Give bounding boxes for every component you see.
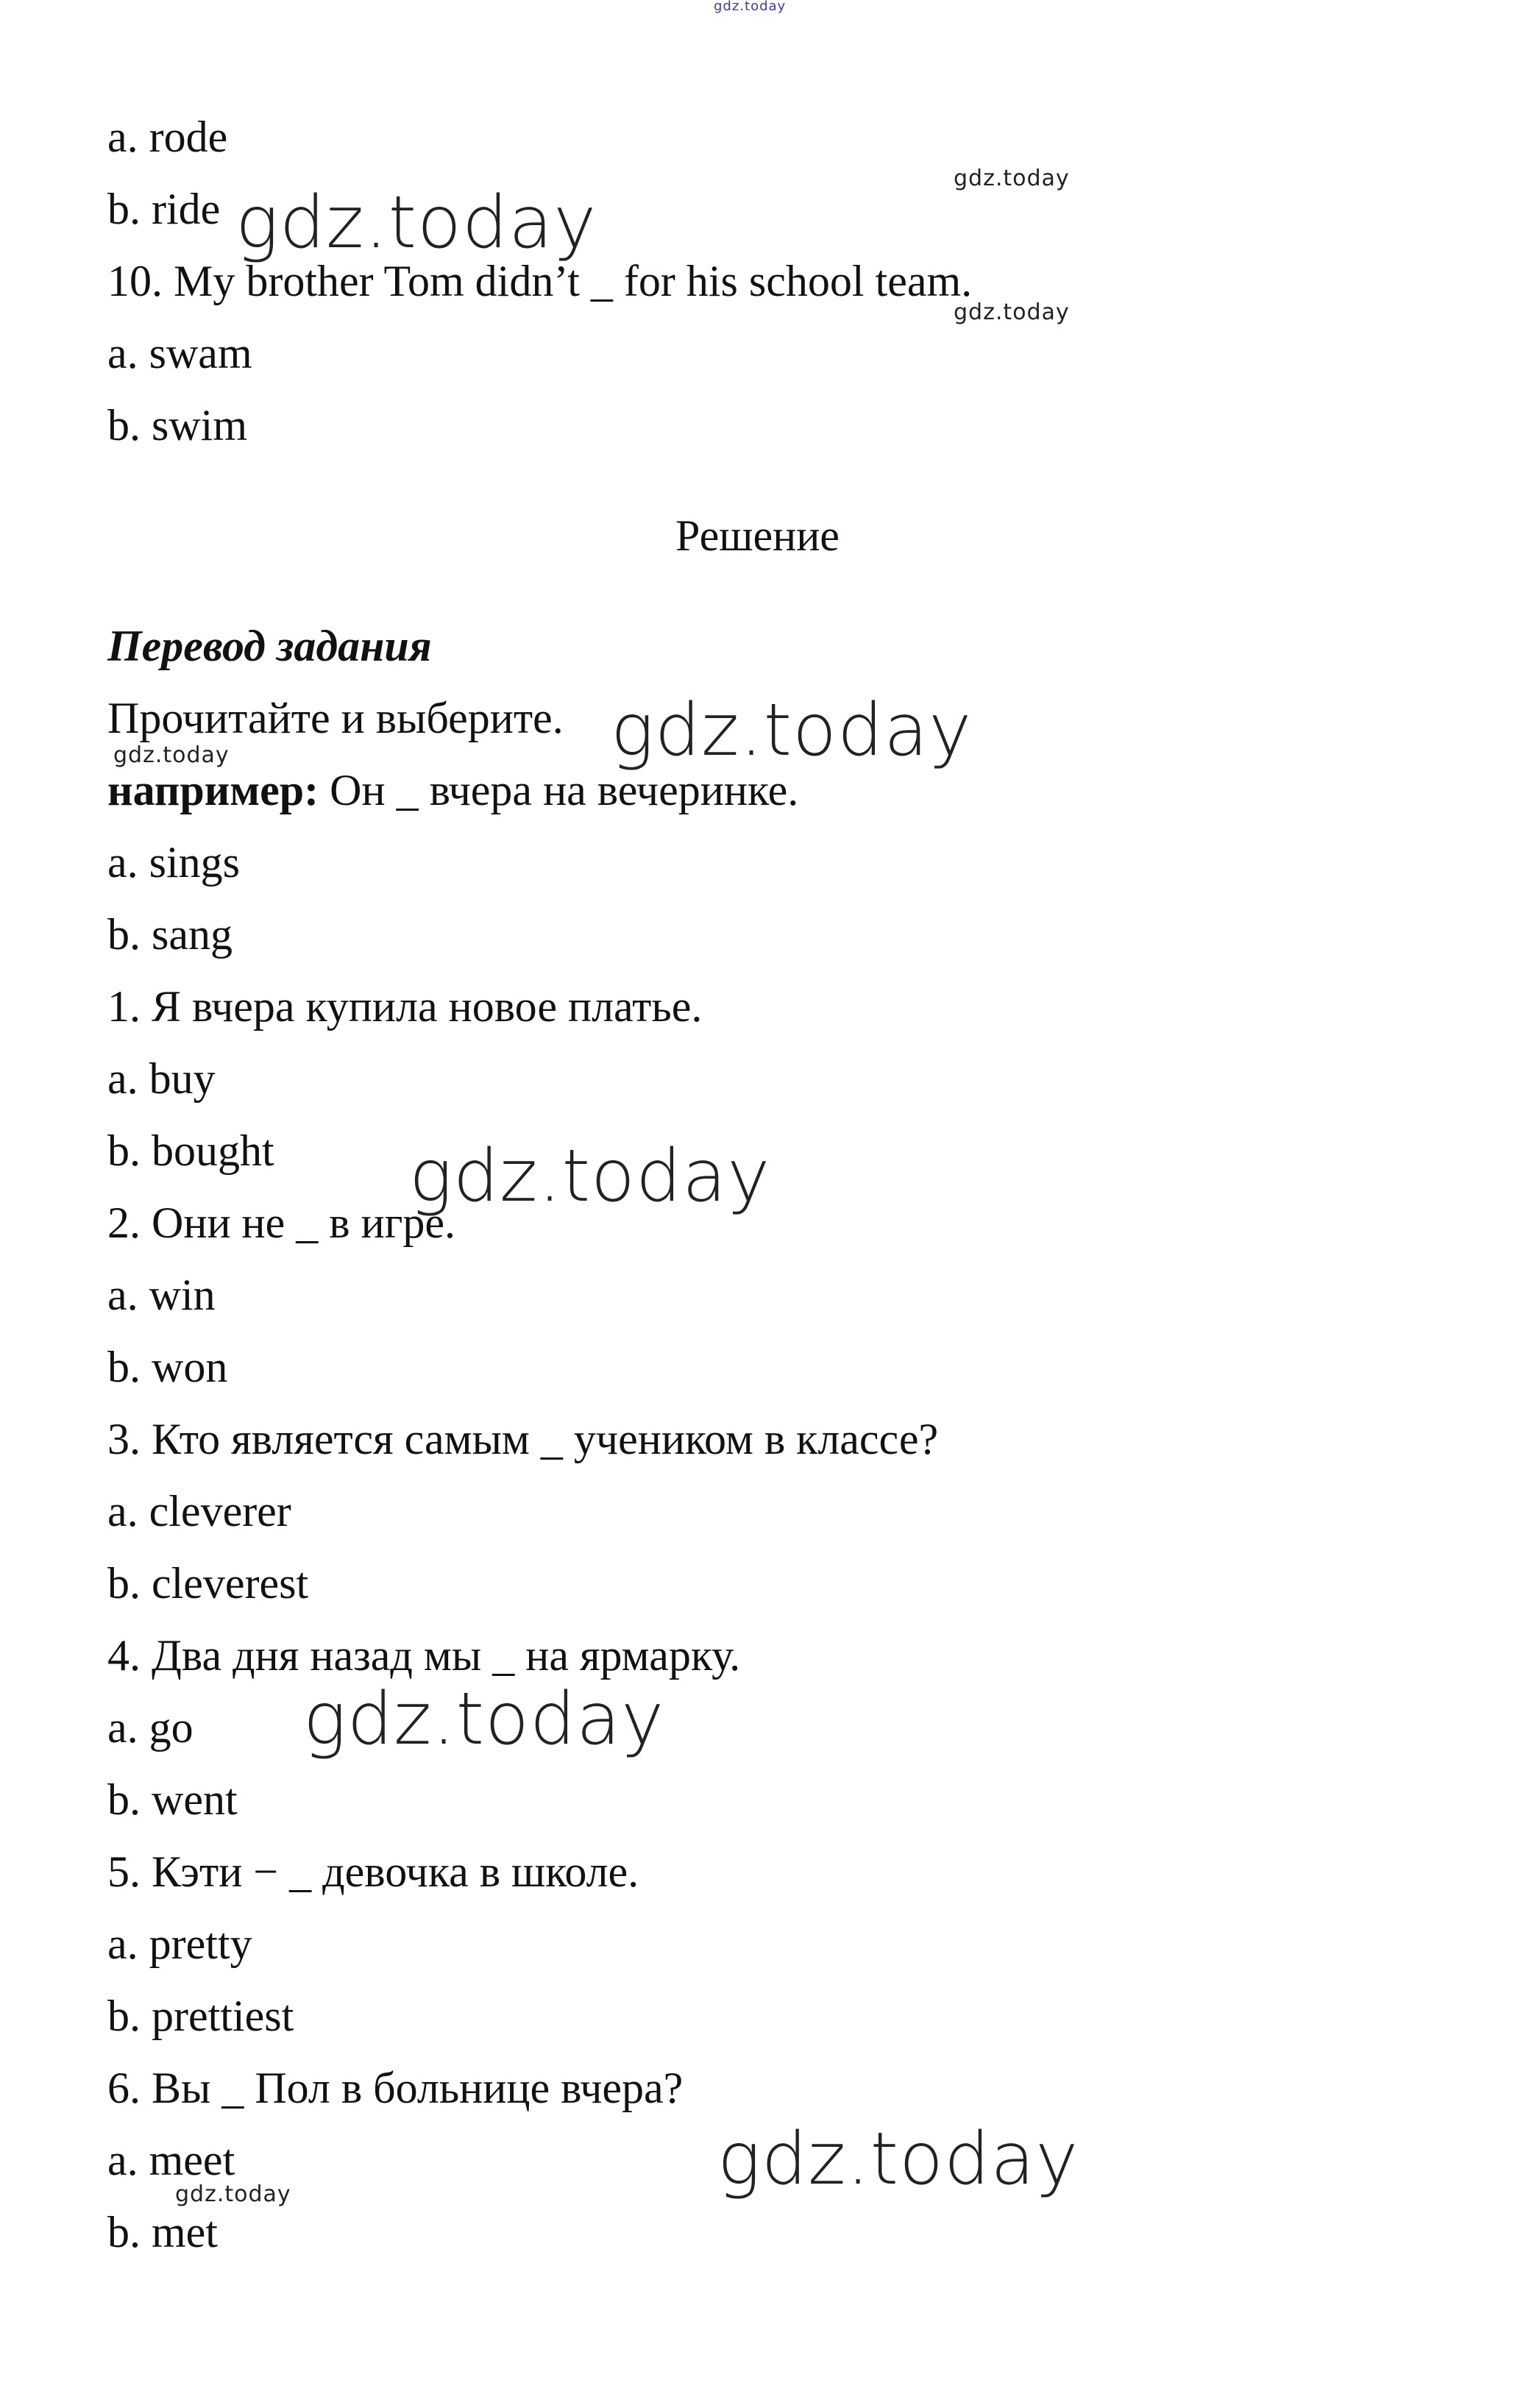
option-a: a. buy <box>107 1054 216 1103</box>
option-a: a. win <box>107 1271 216 1319</box>
example-line <box>107 768 798 812</box>
option-b: b. swim <box>107 401 248 450</box>
watermark-large: gdz.today <box>235 181 597 265</box>
watermark-small: gdz.today <box>113 742 230 768</box>
option-b: b. met <box>107 2208 218 2256</box>
watermark-small: gdz.today <box>954 166 1070 191</box>
watermark-top: gdz.today <box>714 0 787 14</box>
option-b: b. won <box>107 1343 228 1391</box>
task-instruction: Прочитайте и выберите. <box>107 694 564 742</box>
question-4: 4. Два дня назад мы _ на ярмарку. <box>107 1631 741 1680</box>
watermark-small: gdz.today <box>175 2181 291 2207</box>
option-a: a. meet <box>107 2136 235 2184</box>
example-text: Он _ вчера на вечеринке. <box>319 766 799 814</box>
question-6: 6. Вы _ Пол в больнице вчера? <box>107 2064 684 2112</box>
translation-heading: Перевод задания <box>107 622 432 670</box>
option-a: a. cleverer <box>107 1487 291 1535</box>
watermark-large: gdz.today <box>611 689 973 773</box>
watermark-large: gdz.today <box>717 2117 1079 2201</box>
option-b: b. bought <box>107 1126 274 1175</box>
option-a: a. rode <box>107 113 228 161</box>
watermark-large: gdz.today <box>303 1677 665 1761</box>
option-b: b. prettiest <box>107 1992 294 2040</box>
solution-heading: Решение <box>675 511 840 560</box>
option-b: b. sang <box>107 910 233 959</box>
question-3: 3. Кто является самым _ учеником в классе? <box>107 1415 939 1463</box>
question-1: 1. Я вчера купила новое платье. <box>107 982 703 1031</box>
question-2: 2. Они не _ в игре. <box>107 1198 455 1247</box>
option-a: a. pretty <box>107 1919 252 1968</box>
option-a: a. go <box>107 1703 194 1752</box>
question-5: 5. Кэти − _ девочка в школе. <box>107 1847 639 1896</box>
question-10: 10. My brother Tom didn’t _ for his school team. <box>107 257 973 305</box>
watermark-large: gdz.today <box>409 1134 771 1218</box>
option-b: b. went <box>107 1775 238 1824</box>
option-a: a. swam <box>107 329 252 377</box>
option-a: a. sings <box>107 838 240 887</box>
option-b: b. ride <box>107 185 221 233</box>
example-label: например: <box>107 766 319 814</box>
option-b: b. cleverest <box>107 1559 309 1608</box>
watermark-small: gdz.today <box>954 299 1070 325</box>
